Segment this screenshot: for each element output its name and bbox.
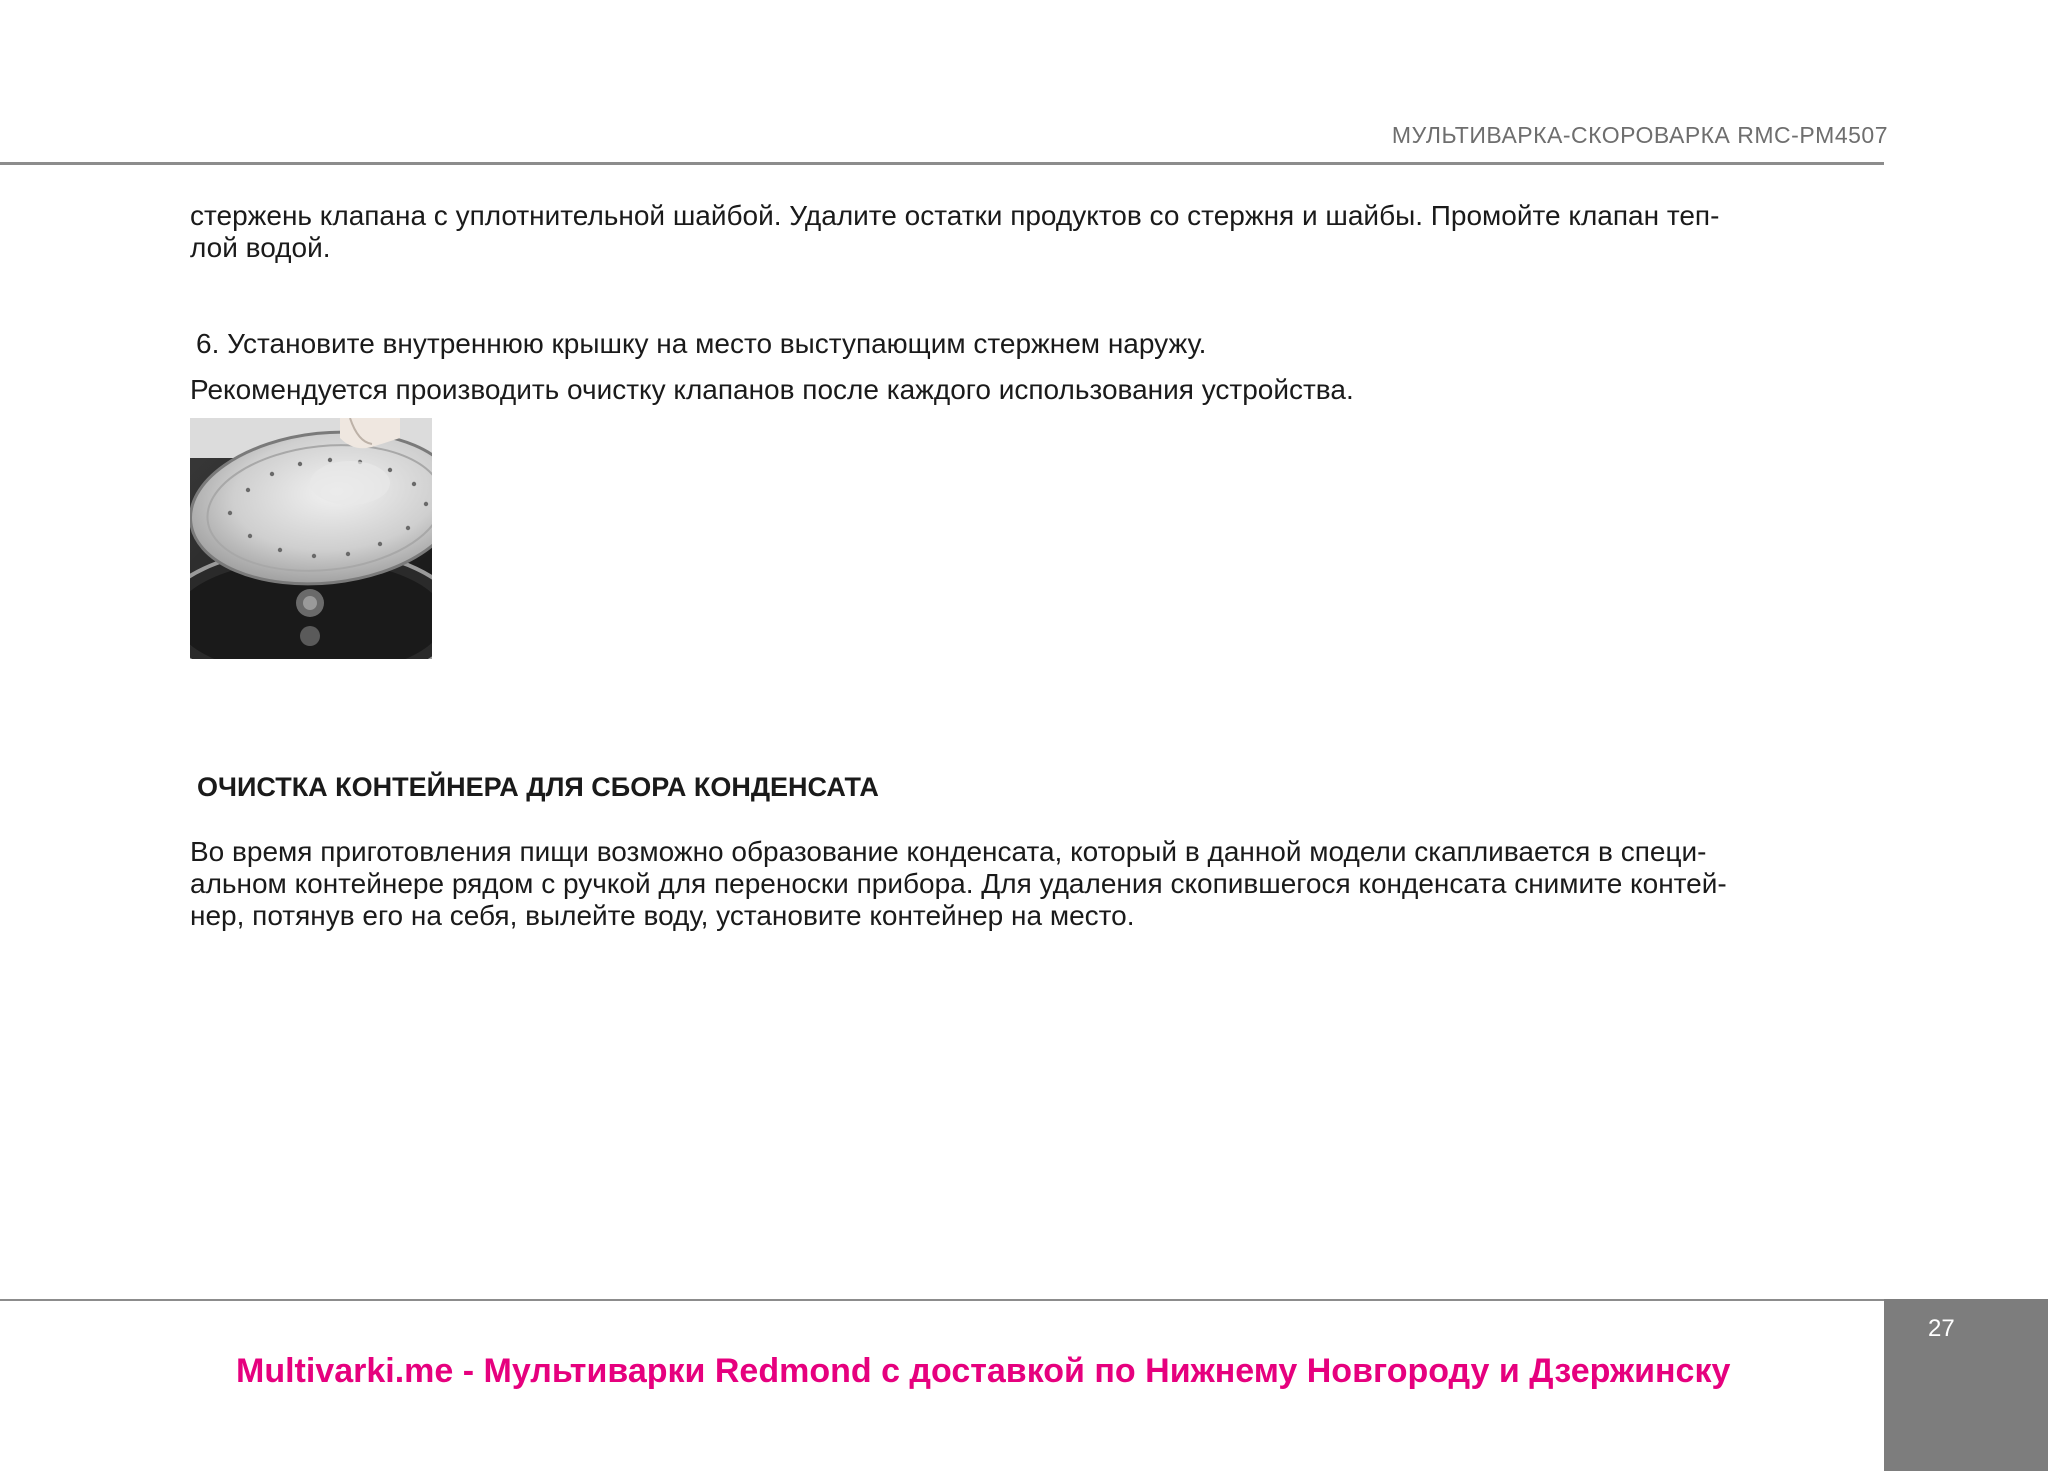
step-6-text: 6. Установите внутреннюю крышку на место выступающим стержнем наружу. [196,328,1207,359]
text-line: альном контейнере рядом с ручкой для переноски прибора. Для удаления скопившегося конденсата снимите контей- [190,868,1727,899]
section-heading: ОЧИСТКА КОНТЕЙНЕРА ДЛЯ СБОРА КОНДЕНСАТА [197,772,879,802]
document-header-title: МУЛЬТИВАРКА-СКОРОВАРКА RMC-PM4507 [1391,122,1888,148]
inner-lid-photo [190,418,432,659]
paragraph-valve-cleaning [190,200,1870,264]
text-line: Во время приготовления пищи возможно образование конденсата, который в данной модели скапливается в специ- [190,836,1707,867]
paragraph-condensate-container [190,836,1870,932]
page-number: 27 [1928,1315,1955,1342]
text-line: стержень клапана с уплотнительной шайбой. Удалите остатки продуктов со стержня и шайбы. Промойте клапан теп- [190,200,1720,231]
text-line: лой водой. [190,232,331,263]
text-line: нер, потянув его на себя, вылейте воду, установите контейнер на место. [190,900,1135,931]
footer-promo-link[interactable]: Multivarki.me - Мультиварки Redmond с доставкой по Нижнему Новгороду и Дзержинску [236,1352,1731,1390]
page-number-box [1884,1299,2048,1471]
recommendation-text: Рекомендуется производить очистку клапанов после каждого использования устройства. [190,374,1354,405]
footer-divider [0,1299,1884,1301]
header-divider [0,162,1884,165]
